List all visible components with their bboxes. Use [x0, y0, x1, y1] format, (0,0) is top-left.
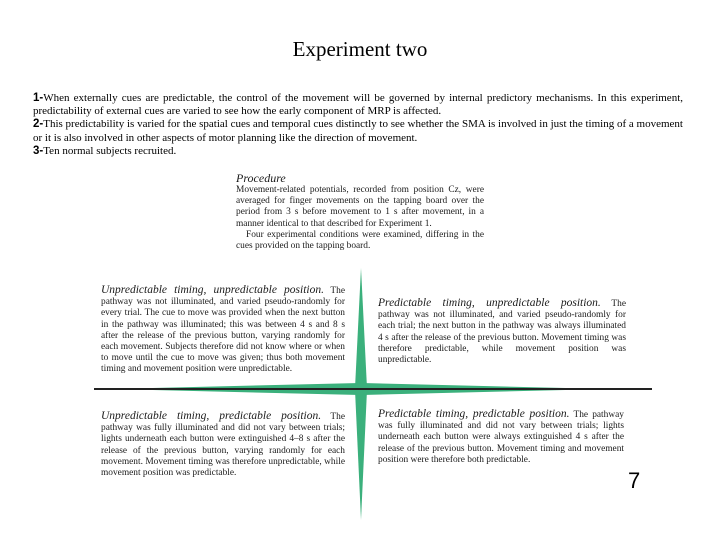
point-3-text: Ten normal subjects recruited.: [43, 144, 177, 157]
condition-text: The pathway was fully illuminated and did not vary between trials; lights underneath each button were extinguished 4–8 s after the release of the previous button, varying randomly for each movement. Movement timing was therefore unpredictable, while movement position was predictable.: [101, 412, 345, 479]
procedure-heading: Procedure: [236, 171, 286, 185]
cross-arm-top: [355, 268, 367, 388]
horizontal-divider: [94, 388, 652, 390]
slide-title: Experiment two: [292, 37, 428, 61]
condition-unpredictable-timing-unpredictable-position: [101, 285, 345, 376]
procedure-text-2: Four experimental conditions were examined, differing in the cues provided on the tapping board.: [236, 229, 484, 252]
point-1-number: 1-: [33, 92, 44, 104]
condition-heading: Predictable timing, unpredictable position.: [378, 297, 601, 309]
point-3: [33, 145, 683, 158]
point-3-number: 3-: [33, 144, 44, 157]
condition-predictable-timing-unpredictable-position: [378, 298, 626, 366]
point-2-number: 2-: [33, 118, 44, 131]
condition-text: The pathway was not illuminated, and varied pseudo-randomly for every trial. The cue to move was provided when the next button in the pathway was illuminated; this was between 4 s and 8 s after the release of the previous button, varying randomly for each movement. Subjects therefore did not know where or when to move until the cue to move was given; thus both movement timing and movement position were unpredictable.: [101, 286, 345, 375]
procedure-text: Movement-related potentials, recorded from position Cz, were averaged for finger movements on the tapping board over the period from 3 s before movement to 1 s after movement, in a manner identical to that described for Experiment 1.: [236, 185, 484, 229]
condition-text: The pathway was fully illuminated and did not vary between trials; lights underneath each button were always extinguished 4 s after the release of the previous button. Movement timing and movement position were therefore both predictable.: [378, 410, 624, 465]
key-points: [33, 92, 683, 158]
point-2-text: This predictability is varied for the spatial cues and temporal cues distinctly to see whether the SMA is involved in just the timing of a movement or it is also involved in other aspects of motor planning like the direction of movement.: [33, 118, 683, 144]
cross-arm-bottom: [355, 390, 367, 520]
procedure-excerpt: [236, 172, 484, 252]
condition-text: The pathway was not illuminated, and varied pseudo-randomly for each trial; the next button in the pathway was always illuminated 4 s after the release of the previous button. Movement timing was therefore predictable, while movement position was unpredictable.: [378, 299, 626, 366]
condition-predictable-timing-predictable-position: [378, 409, 624, 466]
point-1-text: When externally cues are predictable, the control of the movement will be governed by internal predictory mechanisms. In this experiment, predictability of external cues are varied to see how the early component of MRP is affected.: [33, 92, 683, 118]
page-number: 7: [628, 468, 641, 493]
point-1: [33, 92, 683, 118]
point-2: [33, 118, 683, 144]
condition-heading: Predictable timing, predictable position.: [378, 408, 570, 420]
condition-unpredictable-timing-predictable-position: [101, 411, 345, 479]
condition-heading: Unpredictable timing, unpredictable position.: [101, 284, 324, 296]
condition-heading: Unpredictable timing, predictable position.: [101, 410, 322, 422]
